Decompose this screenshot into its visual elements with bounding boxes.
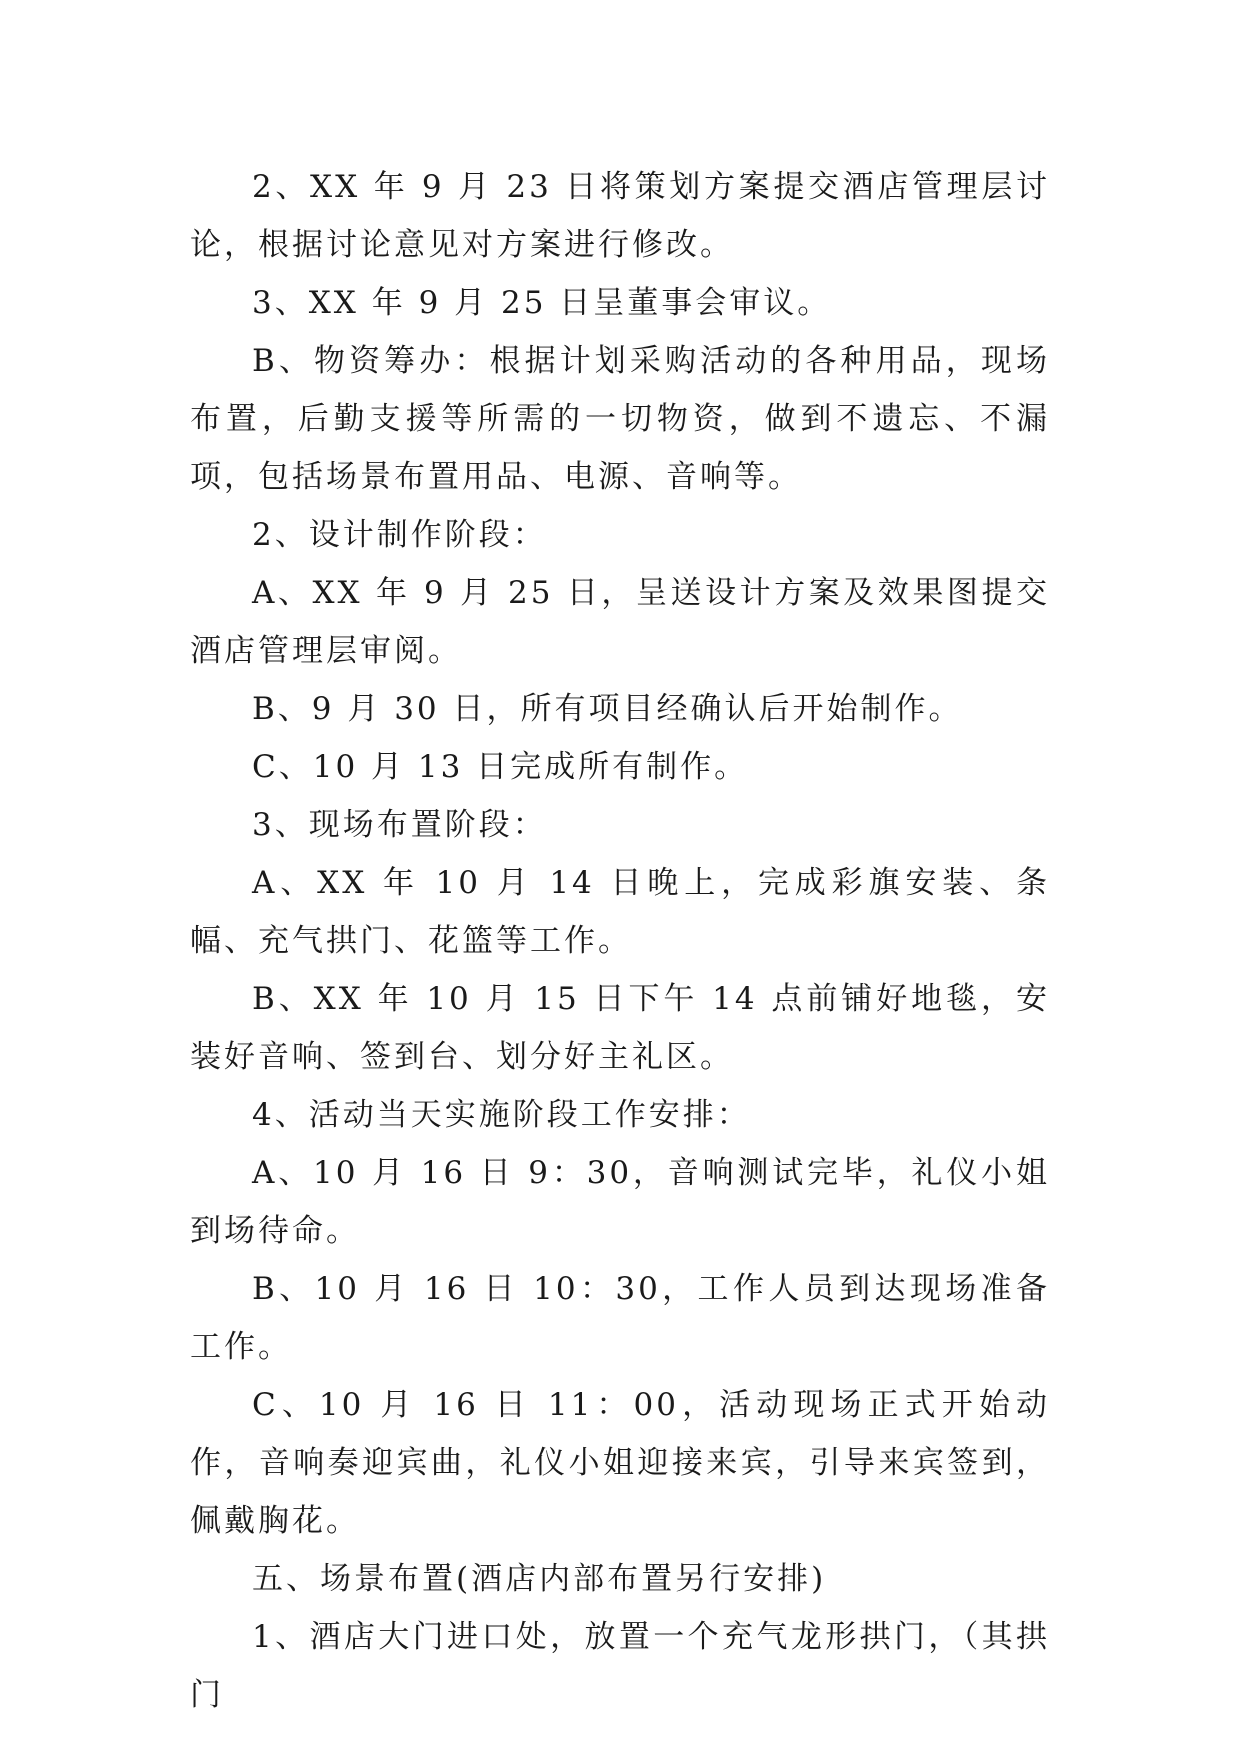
heading-scene-layout: 五、场景布置(酒店内部布置另行安排) bbox=[252, 1561, 827, 1597]
paragraph-event-930: A、10 月 16 日 9：30，音响测试完毕，礼仪小姐到场待命。 bbox=[190, 1155, 1050, 1249]
heading-event-day-stage: 4、活动当天实施阶段工作安排： bbox=[252, 1097, 751, 1133]
paragraph-setup-oct14: A、XX 年 10 月 14 日晚上，完成彩旗安装、条幅、充气拱门、花篮等工作。 bbox=[190, 865, 1050, 959]
paragraph-production-start: B、9 月 30 日，所有项目经确认后开始制作。 bbox=[252, 691, 963, 727]
heading-design-production-stage: 2、设计制作阶段： bbox=[252, 517, 547, 553]
paragraph-event-1030: B、10 月 16 日 10：30，工作人员到达现场准备工作。 bbox=[190, 1271, 1050, 1365]
paragraph-schedule-sep23: 2、XX 年 9 月 23 日将策划方案提交酒店管理层讨论，根据讨论意见对方案进行修改。 bbox=[190, 169, 1050, 263]
paragraph-setup-oct15: B、XX 年 10 月 15 日下午 14 点前铺好地毯，安装好音响、签到台、划分好主礼区。 bbox=[190, 981, 1050, 1075]
document-body bbox=[190, 158, 1050, 1724]
paragraph-schedule-sep25-board: 3、XX 年 9 月 25 日呈董事会审议。 bbox=[252, 285, 832, 321]
paragraph-materials-preparation: B、物资筹办：根据计划采购活动的各种用品，现场布置，后勤支援等所需的一切物资，做到不遗忘、不漏项，包括场景布置用品、电源、音响等。 bbox=[190, 343, 1050, 495]
heading-onsite-setup-stage: 3、现场布置阶段： bbox=[252, 807, 547, 843]
paragraph-event-1100: C、10 月 16 日 11：00，活动现场正式开始动作，音响奏迎宾曲，礼仪小姐迎接来宾，引导来宾签到，佩戴胸花。 bbox=[190, 1387, 1050, 1539]
paragraph-hotel-entrance: 1、酒店大门进口处，放置一个充气龙形拱门，（其拱门 bbox=[190, 1619, 1050, 1713]
paragraph-design-submit: A、XX 年 9 月 25 日，呈送设计方案及效果图提交酒店管理层审阅。 bbox=[190, 575, 1050, 669]
paragraph-production-complete: C、10 月 13 日完成所有制作。 bbox=[252, 749, 749, 785]
